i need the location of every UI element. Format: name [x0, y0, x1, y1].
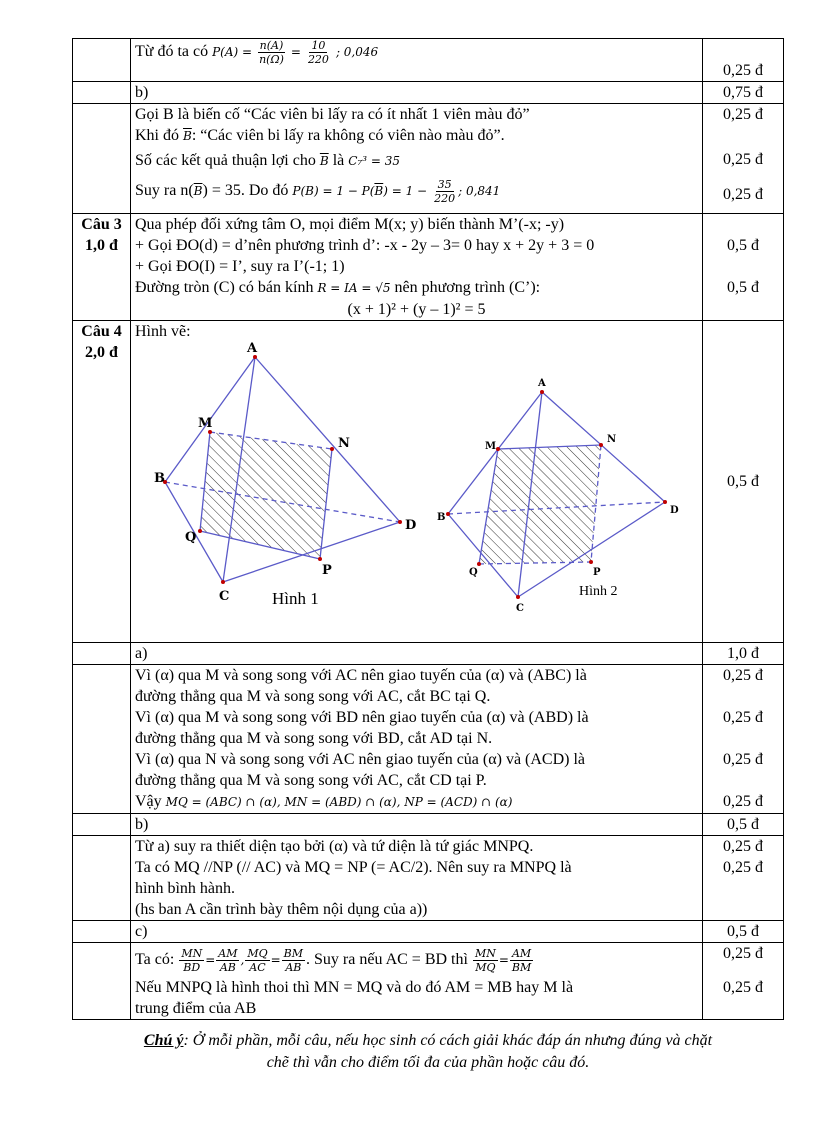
label-p: P	[593, 567, 601, 578]
row-part-a: Vì (α) qua M và song song với AC nên giao tuyến của (α) và (ABC) là đường thẳng qua M và song song với AC, cắt BC tại Q. Vì (α) qua M và song song với BD nên giao tuyến của (α) và (ABD) là đường thẳng qua M và song song với BD, cắt AD tại N. Vì (α) qua N và song song với AC nên giao tuyến của (α) và (ACD) là đường thẳng qua M và song song với AC, cắt CD tại P. Vậy MQ = (ABC) ∩ (α), MN = (ABD) ∩ (α), NP = (ACD) ∩ (α) 0,25 đ 0,25 đ 0,25 đ 0,25 đ	[73, 665, 784, 814]
part-label: b)	[131, 814, 703, 836]
footnote: Chú ý: Ở mỗi phần, mỗi câu, nếu học sinh có cách giải khác đáp án nhưng đúng và chặt chẽ thì vẫn cho điểm tối đa của phần hoặc câu đó.	[143, 1032, 713, 1071]
label-d: D	[405, 518, 417, 533]
score: 0,25 đ	[723, 106, 763, 123]
figure-2-caption: Hình 2	[579, 584, 618, 599]
part-label: a)	[131, 643, 703, 665]
score: 0,25 đ	[723, 151, 763, 168]
label-n: N	[607, 434, 617, 445]
label-m: M	[485, 441, 497, 452]
label-d: D	[670, 505, 679, 516]
question-points: 2,0 đ	[85, 344, 118, 361]
label-q: Q	[469, 567, 478, 578]
lead-text: Từ đó ta có	[135, 43, 209, 61]
score: 0,5 đ	[703, 814, 784, 836]
row-label-c	[73, 921, 784, 943]
label-n: N	[338, 436, 350, 451]
row-prob-b: Gọi B là biến cố “Các viên bi lấy ra có ít nhất 1 viên màu đỏ” Khi đó $\overline{B}$: “Các viên bi lấy ra không có viên nào màu đỏ”. Số các kết quả thuận lợi cho $\overline{B}$ là C₇³ = 35 Suy ra $n(\overline{B}) = 35$. Do đó $P(B) = 1 - P(\overline{B}) = 1$ − $\frac{35}{220}$ ; 0,841 0,25 đ 0,25 đ 0,25 đ	[73, 104, 784, 214]
question-number: Câu 4	[81, 323, 122, 340]
fraction: $\frac{10}{220}$	[307, 39, 329, 66]
label-b: B	[154, 471, 165, 486]
label-c: C	[516, 603, 524, 612]
label-c: C	[219, 589, 230, 604]
row-label-a	[73, 643, 784, 665]
score: 0,25 đ	[723, 186, 763, 203]
part-label: c)	[131, 921, 703, 943]
label-m: M	[198, 416, 213, 431]
question-points: 1,0 đ	[85, 237, 118, 254]
row-cau-4: Câu 4 2,0 đ Hình vẽ: A M N B D Q P C Hình 1 A M N B D Q P C Hình 2 0,5 đ	[73, 321, 784, 643]
figure-1	[165, 357, 400, 582]
figure-2	[448, 392, 665, 597]
fraction: $\frac{n(A)}{n(\Omega)}$	[259, 39, 284, 66]
part-label: b)	[131, 82, 703, 104]
row-part-b: Từ a) suy ra thiết diện tạo bởi (α) và tứ diện là tứ giác MNPQ. Ta có MQ //NP (// AC) và MQ = NP (= AC/2). Nên suy ra MNPQ là hình bình hành. (hs ban A cần trình bày thêm nội dụng của a)) 0,25 đ 0,25 đ	[73, 836, 784, 921]
row-cau-3: Câu 3 1,0 đ Qua phép đối xứng tâm O, mọi điểm M(x; y) biến thành M’(-x; -y) + Gọi ĐO(d) = d’nên phương trình d’: -x - 2y – 3= 0 hay x + 2y + 3 = 0 + Gọi ĐO(I) = I’, suy ra I’(-1; 1) Đường tròn (C) có bán kính R = IA = √5 nên phương trình (C’): (x + 1)² + (y – 1)² = 5 0,5 đ 0,5 đ	[73, 214, 784, 321]
score: 0,5 đ	[727, 279, 759, 296]
row-part-c: Ta có: $\frac{MN}{BD}$ = $\frac{AM}{AB}$ , $\frac{MQ}{AC}$ = $\frac{BM}{AB}$ . Suy ra nếu AC = BD thì $\frac{MN}{MQ}$ = $\frac{AM}{BM}$ Nếu MNPQ là hình thoi thì MN = MQ và do đó AM = MB hay M là trung điểm của AB 0,25 đ 0,25 đ	[73, 943, 784, 1020]
tetrahedron-figures	[135, 342, 695, 612]
row-label-b	[73, 814, 784, 836]
answer-table	[72, 38, 784, 1020]
score: 0,25 đ	[703, 39, 784, 82]
score: 1,0 đ	[703, 643, 784, 665]
question-number: Câu 3	[81, 216, 122, 233]
score: 0,75 đ	[703, 82, 784, 104]
score: 0,5 đ	[703, 921, 784, 943]
row-prob-a: Từ đó ta có P(A) = $\frac{n(A)}{n(\Omega)}$ = $\frac{10}{220}$ ; 0,046 0,25 đ	[73, 39, 784, 82]
label-a: A	[538, 378, 546, 389]
label-p: P	[322, 563, 332, 578]
score: 0,5 đ	[727, 237, 759, 254]
label-b: B	[437, 512, 446, 523]
figure-1-caption: Hình 1	[272, 589, 319, 608]
label-q: Q	[185, 530, 197, 545]
note-label: Chú ý	[143, 1032, 184, 1049]
score: 0,5 đ	[703, 321, 784, 643]
label-a: A	[247, 342, 258, 356]
row-label-b1	[73, 82, 784, 104]
